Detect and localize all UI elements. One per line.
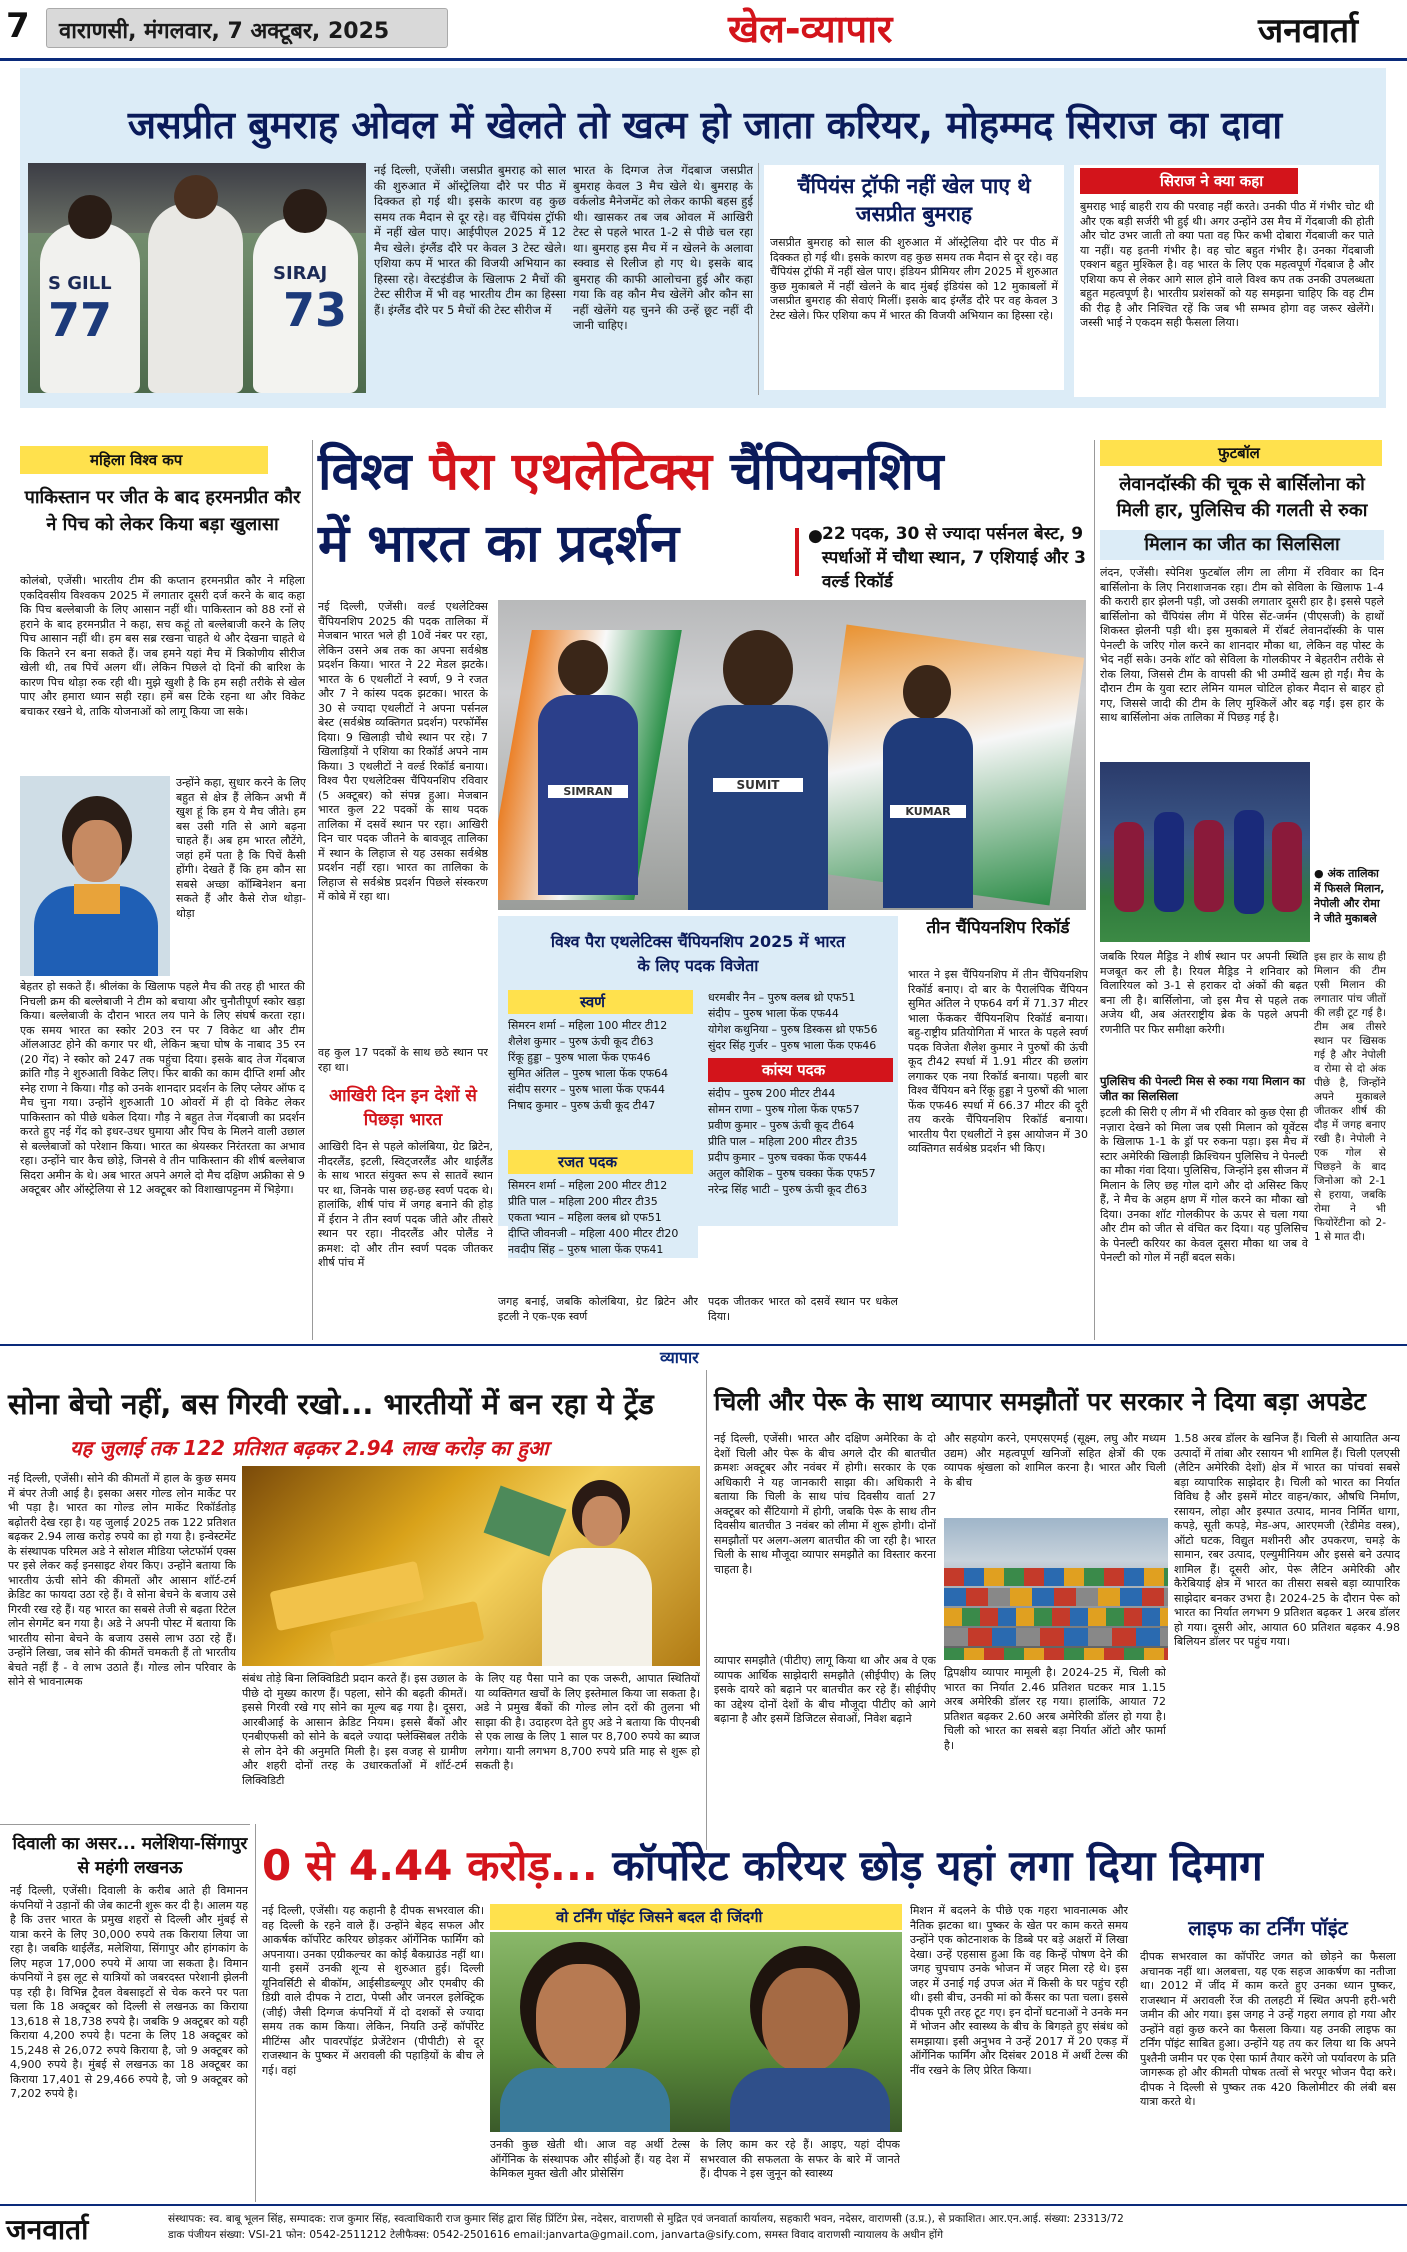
silver-list-2 bbox=[708, 990, 898, 1054]
corporate-headline bbox=[262, 1836, 1402, 1893]
silver-item: नवदीप सिंह – पुरुष भाला फेंक एफ41 bbox=[508, 1243, 664, 1256]
gold-item: शैलेश कुमार – पुरुष ऊंची कूद टी63 bbox=[508, 1035, 654, 1048]
container-port-photo bbox=[944, 1518, 1168, 1660]
gold-label-text: स्वर्ण bbox=[580, 993, 606, 1011]
gold-photo bbox=[242, 1466, 700, 1666]
trade-col3: 1.58 अरब डॉलर के खनिज हैं। चिली से आयातित अन्य उत्पादों में तांबा और रसायन भी शामिल हैं। चिली एलएसी (लैटिन अमेरिकी देशों) क्षेत्र में भारत का पांचवां सबसे बड़ा व्यापारिक साझेदार है। चिली को भारत का निर्यात विविध है और इसमें मोटर वाहन/कार, औषधि निर्माण, रसायन, लोहा और इस्पात उत्पाद, मानव निर्मित धागा, कपड़े, सूती कपड़े, मेड-अप, आरएमजी (रेडीमेड वस्त्र), ऑटो घटक, विद्युत मशीनरी और उपकरण, चमड़े के सामान, रबर उत्पाद, एल्युमीनियम और इससे बने उत्पाद शामिल हैं। दूसरी ओर, पेरू लैटिन अमेरिकी और कैरेबियाई क्षेत्र में भारत का तीसरा सबसे बड़ा व्यापारिक साझेदार बनकर उभरा है। 2024-25 के दौरान पेरू को भारत का निर्यात लगभग 9 प्रतिशत बढ़कर 1 अरब डॉलर हो गया। दूसरी ओर, आयात 60 प्रतिशत बढ़कर 4.98 बिलियन डॉलर पर पहुंच गया। bbox=[1174, 1432, 1400, 1648]
bib-kumar: KUMAR bbox=[890, 805, 966, 818]
bronze-label bbox=[708, 1058, 893, 1082]
bronze-item: प्रवीण कुमार – पुरुष ऊंची कूद टी64 bbox=[708, 1119, 855, 1132]
trade-col2: और सहयोग करने, एमएसएमई (सूक्ष्म, लघु और मध्यम उद्यम) और महत्वपूर्ण खनिजों सहित क्षेत्रों की एक व्यापक श्रृंखला को शामिल करना है। भारत और चिली के बीच bbox=[944, 1432, 1166, 1489]
women-text1: कोलंबो, एजेंसी। भारतीय टीम की कप्तान हरमनप्रीत कौर ने महिला एकदिवसीय विश्वकप 2025 में लगातार दूसरी दर्ज करने के बाद कहा कि पिच बल्लेबाजी के लिए आसान नहीं थी। पाकिस्तान को 88 रनों से हराने के बाद हरमनप्रीत ने कहा, सच कहूं तो बल्लेबाजी करने के लिए पिच आसान नहीं थी। हम बस सब्र रखना चाहते थे और देखना चाहते थे कि कितने रन बना सकते हैं। जब हमने यहां मैच में त्रिकोणीय सीरीज खेली थी, तब पिचें अलग थीं। लेकिन पिछले दो दिनों की बारिश के कारण पिच थोड़ा रुक रही थी। मुझे खुशी है कि हम सही तरीके से खेल पाए और हमारा ध्यान सही रहा। हमें बस टिके रहना था और विकेट बचाकर रखने थे, ताकि योजनाओं को लागू किया जा सके। bbox=[20, 574, 305, 718]
football-caption bbox=[1314, 866, 1386, 926]
bumrah-photo bbox=[28, 163, 366, 393]
silver-item: सिमरन शर्मा – महिला 200 मीटर टी12 bbox=[508, 1179, 668, 1192]
page-number: 7 bbox=[6, 6, 30, 46]
football-subhead: पुलिसिच की पेनल्टी मिस से रुका गया मिलान का जीत का सिलसिला bbox=[1100, 1074, 1305, 1103]
corporate-col1: नई दिल्ली, एजेंसी। यह कहानी है दीपक सभरवाल की। वह दिल्ली के रहने वाले हैं। उन्होंने बेहद सफल और आकर्षक कॉर्पोरेट करियर छोड़कर ऑर्गेनिक फार्मिंग को अपनाया। उनका एग्रीकल्चर का कोई बैकग्राउंड नहीं था। यानी इसमें उनकी शून्य से शुरुआत हुई। दिल्ली यूनिवर्सिटी से बीकॉम, आईसीडब्ल्यूए और एमबीए की डिग्री वाले दीपक ने टाटा, पेप्सी और जनरल इलेक्ट्रिक (जीई) जैसी दिग्गज कंपनियों में दो दशकों से ज्यादा समय तक काम किया। लेकिन, नियति उन्हें कॉर्पोरेट मीटिंग्स और पावरपॉइंट प्रेजेंटेशन (पीपीटी) से दूर राजस्थान के पुष्कर में अरावली की पहाड़ियों के बीच ले गई। वहां bbox=[262, 1904, 484, 2077]
bronze-item: सोमन राणा – पुरुष गोला फेंक एफ57 bbox=[708, 1103, 860, 1116]
football-text3: जबकि रियल मैड्रिड ने शीर्ष स्थान पर अपनी स्थिति मजबूत कर ली है। रियल मैड्रिड ने शनिवार को विलारियल को 3-1 से हराकर दो अंकों की बढ़त बना ली है। बार्सिलोना, जो इस मैच से पहले तक अजेय थी, अब अंतरराष्ट्रीय ब्रेक के पहले अपनी रणनीति पर फिर समीक्षा करेगी। bbox=[1100, 950, 1308, 1036]
last-day-text2: जगह बनाई, जबकि कोलंबिया, ग्रेट ब्रिटेन और इटली ने एक-एक स्वर्ण bbox=[498, 1295, 698, 1323]
records-head: तीन चैंपियनशिप रिकॉर्ड bbox=[926, 918, 1070, 938]
table-foot: पदक जीतकर भारत को दसवें स्थान पर धकेल दिया। bbox=[708, 1295, 898, 1323]
bronze-list bbox=[708, 1086, 898, 1198]
harmanpreet-photo bbox=[20, 776, 170, 976]
footer-line1: संस्थापक: स्व. बाबू भूलन सिंह, सम्पादक: राज कुमार सिंह, स्वत्वाधिकारी राज कुमार सिंह द्वारा सिंह प्रिंटिंग प्रेस, नदेसर, वाराणसी से मुद्रित एवं जनवार्ता कार्यालय, सहकारी भवन, नदेसर, वाराणसी (उ.प्र.), से प्रकाशित। आर.एन.आई. संख्या: 23313/72 bbox=[168, 2213, 1124, 2225]
silver-item: दीप्ति जीवनजी – महिला 400 मीटर टी20 bbox=[508, 1227, 679, 1240]
football-label bbox=[1100, 440, 1382, 466]
lucknow-headline: दिवाली का असर... मलेशिया-सिंगापुर से महंगी लखनऊ bbox=[12, 1834, 248, 1878]
bronze-label-text: कांस्य पदक bbox=[762, 1061, 826, 1079]
jersey-gill-number: 77 bbox=[48, 293, 113, 347]
gold-item: सिमरन शर्मा – महिला 100 मीटर टी12 bbox=[508, 1019, 668, 1032]
para-headline-1 bbox=[318, 440, 1088, 504]
head-center bbox=[174, 175, 218, 219]
football-text4: इटली की सिरी ए लीग में भी रविवार को कुछ ऐसा ही नज़ारा देखने को मिला जब एसी मिलान को यूवेंटस के खिलाफ 1-1 के ड्रॉ पर रुकना पड़ा। इस मैच में स्टार अमेरिकी खिलाड़ी क्रिश्चियन पुलिसिच ने पेनल्टी का मौका गंवा दिया। पुलिसिच, जिन्होंने इस सीजन में मिलान के लिए छह गोल दागे और दो असिस्ट किए हैं, ने मैच के अहम क्षण में गोल करने का मौका खो दिया। उनका शॉट गोलकीपर के ऊपर से चला गया और टीम को जीत से वंचित कर दिया। यह पुलिसिच के पेनल्टी करियर का केवल दूसरा मौका था जब वे पेनल्टी को गोल में नहीं बदल सके। bbox=[1100, 1106, 1308, 1264]
bronze-item: प्रीति पाल – महिला 200 मीटर टी35 bbox=[708, 1135, 858, 1148]
last-day-text: आखिरी दिन से पहले कोलंबिया, ग्रेट ब्रिटेन, नीदरलैंड, इटली, स्विट्जरलैंड और थाईलैंड के साथ भारत संयुक्त रूप से सातवें स्थान पर था, जिनके पास छह-छह स्वर्ण पदक थे। हालांकि, शीर्ष पांच में जगह बनाने की होड़ में ईरान ने तीन स्वर्ण पदक जीते और तीसरे स्थान पर रहा। नीदरलैंड और पोलैंड ने क्रमश: दो और तीन स्वर्ण पदक जीतकर शीर्ष पांच में bbox=[318, 1140, 493, 1269]
lucknow-text: नई दिल्ली, एजेंसी। दिवाली के करीब आते ही विमानन कंपनियों ने उड़ानों की जेब काटनी शुरू कर दी है। आलम यह है कि उत्तर भारत के प्रमुख शहरों से दिल्ली और मुंबई से यात्रा करने के लिए 30,000 रुपये तक किराया लिया जा रहा है। जबकि थाईलैंड, मलेशिया, सिंगापुर और हांगकांग के लिए महज 17,000 रुपये में आया जा सकता है। विमान कंपनियों ने इस लूट से यात्रियों को जबरदस्त परेशानी झेलनी पड़ रही है। विभिन्न ट्रैवल वेबसाइटों से चेक करने पर पता चला कि 18 अक्टूबर को दिल्ली से लखनऊ का किराया 13,618 से 18,738 रुपये है। जबकि 9 अक्टूबर को यही किराया 4,200 रुपये है। पटना के लिए 18 अक्टूबर को 15,248 से 26,072 रुपये किराया है, जो 9 अक्टूबर को 4,900 रुपये है। मुंबई से लखनऊ का 18 अक्टूबर का किराया 17,401 से 29,466 रुपये है, जो 9 अक्टूबर को 7,202 रुपये है। bbox=[10, 1884, 248, 2100]
trade-col1: नई दिल्ली, एजेंसी। भारत और दक्षिण अमेरिका के दो देशों चिली और पेरू के बीच अगले दौर की बातचीत क्रमशः अक्टूबर और नवंबर में होगी। सरकार के एक अधिकारी ने यह जानकारी साझा की। अधिकारी ने बताया कि चिली के साथ पांच दिवसीय वार्ता 27 अक्टूबर को सैंटियागो में होगी, जबकि पेरू के साथ तीन दिवसीय बातचीत 3 नवंबर को लीमा में शुरू होगी। दोनों समझौतों पर अलग-अलग बातचीत की जा रही है। भारत चिली के साथ मौजूदा व्यापार समझौते का विस्तार करना चाहता है। bbox=[714, 1432, 936, 1576]
trade-col-mid: व्यापार समझौते (पीटीए) लागू किया था और अब वे एक व्यापक आर्थिक साझेदारी समझौते (सीईपीए) के लिए इसके दायरे को बढ़ाने पर बातचीत कर रहे हैं। सीईपीए का उद्देश्य दोनों देशों के बीच मौजूदा पीटीए को आगे बढ़ाना है और इसमें डिजिटल सेवाओं, निवेश बढ़ाने bbox=[714, 1654, 936, 1725]
football-text1: लंदन, एजेंसी। स्पेनिश फुटबॉल लीग ला लीगा में रविवार का दिन बार्सिलोना के लिए निराशाजनक रहा। टीम को सेविला के खिलाफ 1-4 की करारी हार झेलनी पड़ी, जो उसकी लगातार दूसरी हार है। इससे पहले बार्सिलोना को चैंपियंस लीग में पेरिस सेंट-जर्मन (पीएसजी) के हाथों शिकस्त झेलनी पड़ी थी। इस मुकाबले में रॉबर्ट लेवानदॉस्की के पास पेनल्टी के जरिए गोल करने का शानदार मौका था, लेकिन वह पोस्ट के भेद नहीं सके। उनके शॉट को सेविला के गोलकीपर ने बेहतरीन तरीके से रोक लिया, जिससे टीम के वापसी की भी उम्मीदें खत्म हो गईं। मैच के दौरान टीम के युवा स्टार लेमिन यामल चोटिल होकर मैदान से बाहर हो गए, जिससे जादी की टीम के लिए मुश्किलें और बढ़ गईं। इस हार के साथ बार्सिलोना अंक तालिका में पिछड़ गई है। bbox=[1100, 566, 1384, 724]
corporate-col2: उनकी कुछ खेती थी। आज वह अर्थी टेल्स ऑर्गेनिक के संस्थापक और सीईओ हैं। यह देश में केमिकल मुक्त खेती और प्रोसेसिंग bbox=[490, 2138, 690, 2180]
bumrah-col2: भारत के दिग्गज तेज गेंदबाज जसप्रीत बुमराह केवल 3 मैच खेले थे। बुमराह के वर्कलोड मैनेजमेंट को लेकर काफी बहस हुई थी। खासकर तब जब ओवल में आखिरी टेस्ट से पहले भारत 1-2 से पीछे चल रहा था। बुमराह इस मैच में न खेलने के अलावा स्क्वाड से रिलीज हो गए थे। इसके बाद बुमराह की काफी आलोचना हुई और कहा गया कि वह कौन मैच खेलेंगे और कौन सा नहीं खेलेंगे यह चुनने की उन्हें छूट नहीं दी जानी चाहिए। bbox=[573, 163, 753, 332]
head-siraj bbox=[283, 189, 327, 233]
silver-item: प्रीति पाल – महिला 200 मीटर टी35 bbox=[508, 1195, 658, 1208]
bumrah-side-head: चैंपियंस ट्रॉफी नहीं खेल पाए थे जसप्रीत बुमराह bbox=[797, 174, 1031, 226]
gold-col3: के लिए यह पैसा पाने का एक जरूरी, आपात स्थितियों या व्यक्तिगत खर्चों के लिए इस्तेमाल किया जा सकता है। अडे ने प्रमुख बैंकों की गोल्ड लोन दरों की तुलना भी साझा की है। उदाहरण देते हुए अडे ने बताया कि पीएनबी से एक लाख के लिए 1 साल पर 8,700 रुपये का ब्याज लगेगा। यानी लगभग 8,700 रुपये प्रति माह से शुरू हो सकती है। bbox=[475, 1672, 700, 1772]
women-label-text: महिला विश्व कप bbox=[90, 451, 183, 469]
gold-col1: नई दिल्ली, एजेंसी। सोने की कीमतों में हाल के कुछ समय में बंपर तेजी आई है। इसका असर गोल्ड लोन मार्केट पर भी पड़ा है। भारत का गोल्ड लोन मार्केट रिकॉर्डतोड़ बढ़ोतरी देख रहा है। यह जुलाई 2025 तक 122 प्रतिशत बढ़कर 2.94 लाख करोड़ रुपये का हो गया है। इन्वेस्टमेंट के संस्थापक परिमल अडे ने सोशल मीडिया प्लेटफॉर्म एक्स पर इसे लेकर कई इनसाइट शेयर किए। उन्होंने बताया कि भारतीय ऊंची सोने की कीमतों और आसान शॉर्ट-टर्म क्रेडिट का फायदा उठा रहे हैं। वे सोना बेचने के बजाय उसे गिरवी रख रहे हैं। यह भारत का सबसे तेजी से बढ़ता रिटेल लोन सेगमेंट बन गया है। अडे ने अपनी पोस्ट में बताया कि भारतीय सोना बेचने के बजाय उससे लाभ उठा रहे हैं। उन्होंने लिखा, जब सोने की कीमतें चमकती हैं तो भारतीय बेचते नहीं हैं - वे लाभ उठाते हैं। गोल्ड लोन परिवार के सोने से भावनात्मक bbox=[8, 1472, 236, 1688]
para-headline-c: चैंपियनशिप bbox=[711, 442, 944, 502]
jersey-gill-name: S GILL bbox=[48, 273, 112, 294]
bronze-item: प्रदीप कुमार – पुरुष चक्का फेंक एफ44 bbox=[708, 1151, 868, 1164]
dateline-box bbox=[46, 8, 448, 48]
silver-item: धरमबीर नैन – पुरुष क्लब थ्रो एफ51 bbox=[708, 991, 856, 1004]
corporate-col2b: के लिए काम कर रहे हैं। आइए, यहां दीपक सभरवाल की सफलता के सफर के बारे में जानते हैं। दीपक ने इस जुनून को स्वास्थ्य bbox=[700, 2138, 900, 2180]
silver-item: योगेश कथुनिया – पुरुष डिस्कस थ्रो एफ56 bbox=[708, 1023, 878, 1036]
corporate-headline-a: 0 से 4.44 करोड़... bbox=[262, 1841, 598, 1890]
corporate-headline-b: कॉर्पोरेट करियर छोड़ यहां लगा दिया दिमाग bbox=[597, 1841, 1263, 1890]
section-title: खेल-व्यापार bbox=[728, 7, 893, 51]
siraj-text: बुमराह भाई बाहरी राय की परवाह नहीं करते। उनकी पीठ में गंभीर चोट थी और एक बड़ी सर्जरी भी हुई थी। अगर उन्होंने उस मैच में गेंदबाजी की होती और चोट उभर जाती तो क्या पता वह फिर कभी दोबारा गेंदबाजी कर पाते या नहीं। यह इतनी गंभीर है। वह चोट बहुत गंभीर है। उनका गेंदबाजी एक्शन बहुत मुश्किल है। वह भारत के लिए एक महत्वपूर्ण गेंदबाज है और एशिया कप से लेकर आगे साल होने वाले विश्व कप तक उनकी उपलब्धता बहुत महत्वपूर्ण है। भारतीय प्रशंसकों को यह समझना चाहिए कि वह टीम की रीढ़ है और निश्चित रहें कि जब भी सम्भव होगा वह जरूर खेलेंगे। जस्सी भाई ने एकदम सही फैसला लिया। bbox=[1080, 200, 1374, 329]
life-text: दीपक सभरवाल का कॉर्पोरेट जगत को छोड़ने का फैसला अचानक नहीं था। अलबत्ता, यह एक सहज आकर्षण का नतीजा था। 2012 में जींद में काम करते हुए उनका ध्यान पुष्कर, राजस्थान में अरावली रेंज की तलहटी में स्थित अपनी हरी-भरी जमीन की ओर गया। इस जगह ने उन्हें गहरा लगाव हो गया और उन्होंने वहां कुछ करने का फैसला किया। यह उनकी लाइफ का टर्निंग पॉइंट साबित हुआ। उन्होंने यह तय कर लिया था कि अपने पुश्तैनी जमीन पर एक ऐसा फार्म तैयार करेंगे जो पर्यावरण के प्रति जागरूक हो और कीमती पोषक तत्वों से भरपूर भोजन पैदा करे। दीपक ने दिल्ली से पुष्कर तक 420 किलोमीटर की लंबी बस यात्रा करते थे। bbox=[1140, 1950, 1396, 2108]
para-text-main2: वह कुल 17 पदकों के साथ छठे स्थान पर रहा था। bbox=[318, 1046, 488, 1074]
bronze-item: अतुल कौशिक – पुरुष चक्का फेंक एफ57 bbox=[708, 1167, 876, 1180]
masthead: जनवार्ता bbox=[1258, 11, 1358, 51]
gold-item: रिंकू हुड्डा – पुरुष भाला फेंक एफ46 bbox=[508, 1051, 651, 1064]
header-rule bbox=[0, 58, 1407, 61]
jersey-siraj-number: 73 bbox=[283, 283, 348, 337]
corporate-col3: मिशन में बदलने के पीछे एक गहरा भावनात्मक और नैतिक झटका था। पुष्कर के खेत पर काम करते समय उन्होंने एक कोटनाशक के डिब्बे पर बड़े अक्षरों में लिखा देखा। उन्हें एहसास हुआ कि वह किन्हें पोषण देने की जगह चुपचाप उनके भोजन में जहर मिला रहे थे। इस जहर में उनाई गई उपज अंत में किसी के घर पहुंच रही थी। इसी बीच, उनकी मां को कैंसर का पता चला। इससे दीपक पूरी तरह टूट गए। इन दोनों घटनाओं ने उनके मन में भोजन और स्वास्थ्य के बीच के बिगड़ते हुए संबंध को समझाया। इसी अनुभव ने उन्हें 2017 में 20 एकड़ में ऑर्गेनिक फार्मिंग और दिसंबर 2018 में अर्थी टेल्स की नींव रखने के लिए प्रेरित किया। bbox=[910, 1904, 1128, 2077]
athlete-left-head bbox=[558, 640, 608, 696]
silver-item: संदीप – पुरुष भाला फेंक एफ44 bbox=[708, 1007, 839, 1020]
football-label-text: फुटबॉल bbox=[1218, 444, 1260, 462]
para-headline-b: पैरा एथलेटिक्स bbox=[429, 442, 712, 502]
silver-item: सुंदर सिंह गुर्जर – पुरुष भाला फेंक एफ46 bbox=[708, 1039, 877, 1052]
bumrah-headline: जसप्रीत बुमराह ओवल में खेलते तो खत्म हो जाता करियर, मोहम्मद सिराज का दावा bbox=[127, 103, 1283, 147]
para-headline-a: विश्व bbox=[318, 442, 430, 502]
trade-col2b: द्विपक्षीय व्यापार मामूली है। 2024-25 में, चिली को भारत का निर्यात 2.46 प्रतिशत घटकर मात्र 1.15 अरब अमेरिकी डॉलर रह गया। हालांकि, आयात 72 प्रतिशत बढ़कर 2.60 अरब अमेरिकी डॉलर हो गया है। चिली को भारत का सबसे बड़ा निर्यात ऑटो और फार्मा है। bbox=[944, 1666, 1166, 1752]
football-text2: इस हार के साथ ही मिलान की टीम एसी मिलान की लगातार पांच जीतों की लड़ी टूट गई है। टीम अब तीसरे स्थान पर खिसक गई है और नेपोली व रोमा से दो अंक पीछे है, जिन्होंने अपने मुकाबले जीतकर शीर्ष की दौड़ में जगह बनाए रखी है। नेपोली ने एक गोल से पिछड़ने के बाद जिनोआ को 2-1 से हराया, जबकि रोमा ने भी फियोरेंटीना को 2-1 से मात दी। bbox=[1314, 951, 1386, 1243]
women-text3: बेहतर हो सकते हैं। श्रीलंका के खिलाफ पहले मैच की तरह ही भारत की निचली क्रम की बल्लेबाजी ने टीम को बचाया और चुनौतीपूर्ण स्कोर खड़ा किया। बल्लेबाजी के दौरान भारत लय पाने के लिए संघर्ष करता रहा। एक समय भारत का स्कोर 203 रन पर 7 विकेट था और टीम ऑलआउट होने की कगार पर थी, लेकिन ऋचा घोष के नाबाद 35 रन (20 गेंद) ने स्कोर को 247 तक पहुंचा दिया। इसके बाद तेज गेंदबाज क्रांति गौड़ ने शुरुआती विकेट लिए। फिर बाकी का काम दीप्ति शर्मा और स्नेह राणा ने किया। गौड़ को उनके शानदार प्रदर्शन के लिए प्लेयर ऑफ द मैच चुना गया। उन्होंने शुरुआती 10 ओवरों में ही दो विकेट लेकर पाकिस्तान को पीछे धकेल दिया। गौड़ ने बहुत तेज गेंदबाजी का प्रदर्शन करते हुए नई गेंद को इधर-उधर घुमाया और पिच के मिलने वाली उछाल से बल्लेबाजों को परेशान किया। भारत का श्रेयस्कर निरंतरता का अभाव रहा। उन्होंने चार कैच छोड़े, जिनसे वे तीन पाकिस्तान की शीर्ष बल्लेबाज सिदरा अमीन के थे। अब भारत अपने अगले दो मैच दक्षिण अफ्रीका से 9 अक्टूबर और ऑस्ट्रेलिया से 12 अक्टूबर को विशाखापट्टनम में भिड़ेगा। bbox=[20, 980, 305, 1196]
gold-item: संदीप सरगर – पुरुष भाला फेंक एफ44 bbox=[508, 1083, 666, 1096]
footer-line2: डाक पंजीयन संख्या: VSI-21 फोन: 0542-2511212 टेलीफैक्स: 0542-2501616 email:janvarta@gmail.com, janvarta@sify.com, समस्त विवाद वाराणसी न्यायालय के अधीन होंगे bbox=[168, 2229, 943, 2241]
turning-point-label bbox=[490, 1904, 902, 1930]
business-label: व्यापार bbox=[660, 1348, 699, 1367]
bumrah-col1: नई दिल्ली, एजेंसी। जसप्रीत बुमराह को साल की शुरुआत में ऑस्ट्रेलिया दौरे पर पीठ में दिक्कत हो गई थी। इसके कारण वह कुछ समय तक मैदान से दूर रहे। वह चैंपियंस ट्रॉफी में नहीं खेल पाए। आईपीएल 2025 में 12 मैच खेले। इंग्लैंड दौरे पर केवल 3 टेस्ट खेले। एशिया कप में भारत की विजयी अभियान का हिस्सा रहे। वेस्टइंडीज के खिलाफ 2 मैचों की टेस्ट सीरीज में भी वह भारतीय टीम का हिस्सा हैं। इंग्लैंड दौरे पर 5 मैचों की टेस्ट सीरीज में bbox=[374, 163, 566, 317]
records-text: भारत ने इस चैंपियनशिप में तीन चैंपियनशिप रिकॉर्ड बनाए। दो बार के पैरालंपिक चैंपियन सुमित अंतिल ने एफ64 वर्ग में 71.37 मीटर भाला फेंककर चैंपियनशिप रिकॉर्ड बनाया। बहु-राष्ट्रीय प्रतियोगिता में भारत के पहले स्वर्ण पदक विजेता शैलेश कुमार ने पुरुषों की ऊंची कूद टी42 स्पर्धा में 1.91 मीटर की छलांग लगाकर एक नया रिकॉर्ड बनाया। पहली बार विश्व चैंपियन बने रिंकू हुड्डा ने पुरुषों की भाला फेंक एफ46 स्पर्धा में 66.37 मीटर की दूरी तय करके चैंपियनशिप रिकॉर्ड बनाया। भारतीय पैरा एथलीटों ने इस आयोजन में 30 व्यक्तिगत सर्वश्रेष्ठ प्रदर्शन भी किए। bbox=[908, 968, 1088, 1155]
athlete-center-body bbox=[688, 705, 828, 910]
football-headline-1: लेवानदॉस्की की चूक से बार्सिलोना को मिली हार, पुलिसिच की गलती से रुका bbox=[1116, 474, 1368, 521]
gold-col2: संबंध तोड़े बिना लिक्विडिटी प्रदान करते हैं। इस उछाल के पीछे दो मुख्य कारण हैं। पहला, सोने की बढ़ती कीमतें। इससे गिरवी रखे गए सोने का मूल्य बढ़ गया है। दूसरा, आरबीआई के आसान क्रेडिट नियम। इससे बैंकों और एनबीएफसी को सोने के बदले ज्यादा फ्लेक्सिबल तरीके से लोन देने की अनुमति मिली है। इस वजह से ग्रामीण और शहरी दोनों तरह के उधारकर्ताओं में शॉर्ट-टर्म लिक्विडिटी bbox=[242, 1672, 467, 1787]
football-headline-2-box bbox=[1100, 530, 1384, 560]
bullet-icon: ● bbox=[808, 526, 823, 546]
football-photo bbox=[1100, 762, 1310, 942]
para-divider bbox=[795, 528, 799, 576]
turning-point-label-text: वो टर्निंग पॉइंट जिसने बदल दी जिंदगी bbox=[556, 1908, 763, 1926]
para-highlight bbox=[808, 522, 1086, 594]
footer-rule bbox=[0, 2204, 1407, 2206]
silver-label bbox=[508, 1150, 693, 1174]
bib-sumit: SUMIT bbox=[713, 778, 803, 792]
para-headline-2: में भारत का प्रदर्शन bbox=[318, 514, 680, 574]
player-center bbox=[148, 203, 243, 393]
bronze-item: संदीप – पुरुष 200 मीटर टी44 bbox=[708, 1087, 836, 1100]
head-gill bbox=[68, 195, 112, 239]
siraj-label bbox=[1080, 168, 1298, 194]
dateline: वाराणसी, मंगलवार, 7 अक्टूबर, 2025 bbox=[59, 19, 390, 44]
football-caption-text: अंक तालिका में फिसले मिलान, नेपोली और रोमा ने जीते मुकाबले bbox=[1314, 867, 1385, 925]
silver-item: एकता भ्यान – महिला क्लब थ्रो एफ51 bbox=[508, 1211, 662, 1224]
gold-item: सुमित अंतिल – पुरुष भाला फेंक एफ64 bbox=[508, 1067, 669, 1080]
gold-subheadline: यह जुलाई तक 122 प्रतिशत बढ़कर 2.94 लाख करोड़ का हुआ bbox=[70, 1436, 549, 1460]
gold-headline: सोना बेचो नहीं, बस गिरवी रखो... भारतीयों में बन रहा ये ट्रेंड bbox=[8, 1387, 654, 1421]
last-day-head: आखिरी दिन इन देशों से पिछड़ा भारत bbox=[329, 1086, 477, 1130]
page-header bbox=[0, 0, 1407, 58]
bullet-icon: ● bbox=[1314, 867, 1328, 880]
para-photo bbox=[498, 600, 1086, 910]
gold-label bbox=[508, 990, 693, 1014]
gold-list bbox=[508, 1018, 698, 1114]
athlete-right-head bbox=[903, 665, 951, 719]
trade-headline: चिली और पेरू के साथ व्यापार समझौतों पर सरकार ने दिया बड़ा अपडेट bbox=[714, 1387, 1367, 1416]
deepak-photo bbox=[490, 1932, 902, 2132]
women-label bbox=[20, 446, 268, 474]
para-text-main: नई दिल्ली, एजेंसी। वर्ल्ड एथलेटिक्स चैंपियनशिप 2025 की पदक तालिका में मेजबान भारत भले ही 10वें नंबर पर रहा, लेकिन उसने अब तक का अपना सर्वश्रेष्ठ प्रदर्शन किया। भारत ने 22 मेडल झटके। भारत के 6 एथलीटों ने स्वर्ण, 9 ने रजत और 7 ने कांस्य पदक झटका। भारत के 30 से ज्यादा एथलीटों ने अपना पर्सनल बेस्ट (सर्वश्रेष्ठ व्यक्तिगत प्रदर्शन) परफॉर्मेंस दिया। 9 खिलाड़ी चौथे स्थान पर रहे। 7 खिलाड़ियों ने एशिया का रिकॉर्ड अपने नाम किया। 3 एथलीटों ने वर्ल्ड रिकॉर्ड बनाया। विश्व पैरा एथलेटिक्स चैंपियनशिप रविवार (5 अक्टूबर) को संपन्न हुआ। मेजबान भारत कुल 22 पदकों के साथ पदक तालिका में दसवें स्थान पर रहा। आखिरी दिन चार पदक जीतने के बावजूद तालिका में स्थान के लिहाज से यह उसका सर्वश्रेष्ठ प्रदर्शन नहीं रहा। भारत का तालिका के लिहाज से सर्वश्रेष्ठ प्रदर्शन पिछले संस्करण में कोबे में रहा था। bbox=[318, 600, 488, 903]
medal-table-title: विश्व पैरा एथलेटिक्स चैंपियनशिप 2025 में भारत के लिए पदक विजेता bbox=[550, 932, 846, 975]
life-head: लाइफ का टर्निंग पॉइंट bbox=[1188, 1916, 1348, 1940]
bronze-item: नरेन्द्र सिंह भाटी – पुरुष ऊंची कूद टी63 bbox=[708, 1183, 868, 1196]
bumrah-side-text: जसप्रीत बुमराह को साल की शुरुआत में ऑस्ट्रेलिया दौरे पर पीठ में दिक्कत हो गई थी। इसके कारण वह कुछ समय तक मैदान से दूर रहे। वह चैंपियंस ट्रॉफी में नहीं खेल पाए। इंडियन प्रीमियर लीग 2025 में शुरुआत कुछ मुकाबले में नहीं खेलने के बाद मुंबई इंडियंस को 12 मुकाबलों में जसप्रीत बुमराह की सेवाएं मिलीं। इसके बाद इंग्लैंड दौरे पर वह केवल 3 टेस्ट खेले। फिर एशिया कप में भारत की विजयी अभियान का हिस्सा रहे। bbox=[770, 236, 1058, 322]
siraj-label-text: सिराज ने क्या कहा bbox=[1160, 172, 1264, 190]
silver-list bbox=[508, 1178, 698, 1258]
women-headline: पाकिस्तान पर जीत के बाद हरमनप्रीत कौर ने पिच को लेकर किया बड़ा खुलासा bbox=[24, 487, 301, 535]
jersey-siraj-name: SIRAJ bbox=[273, 263, 328, 284]
silver-label-text: रजत पदक bbox=[558, 1153, 618, 1171]
footer-brand: जनवार्ता bbox=[6, 2213, 89, 2246]
football-headline-2: मिलान का जीत का सिलसिला bbox=[1144, 534, 1340, 555]
bib-simran: SIMRAN bbox=[548, 785, 628, 798]
women-text2: उन्होंने कहा, सुधार करने के लिए बहुत से क्षेत्र हैं लेकिन अभी मैं खुश हूं कि हम ये मैच जीते। हम बस उसी गति से आगे बढ़ना चाहते हैं। अब हम भारत लौटेंगे, जहां हमें पता है कि पिचें कैसी होंगी। देखते हैं कि हम कौन सा सबसे अच्छा कॉम्बिनेशन बना सकते हैं और कैसे रोज थोड़ा-थोड़ा bbox=[176, 776, 306, 920]
athlete-center-head bbox=[723, 630, 793, 708]
gold-item: निषाद कुमार – पुरुष ऊंची कूद टी47 bbox=[508, 1099, 656, 1112]
para-highlight-text: 22 पदक, 30 से ज्यादा पर्सनल बेस्ट, 9 स्पर्धाओं में चौथा स्थान, 7 एशियाई और 3 वर्ल्ड रिकॉर्ड bbox=[822, 524, 1086, 592]
